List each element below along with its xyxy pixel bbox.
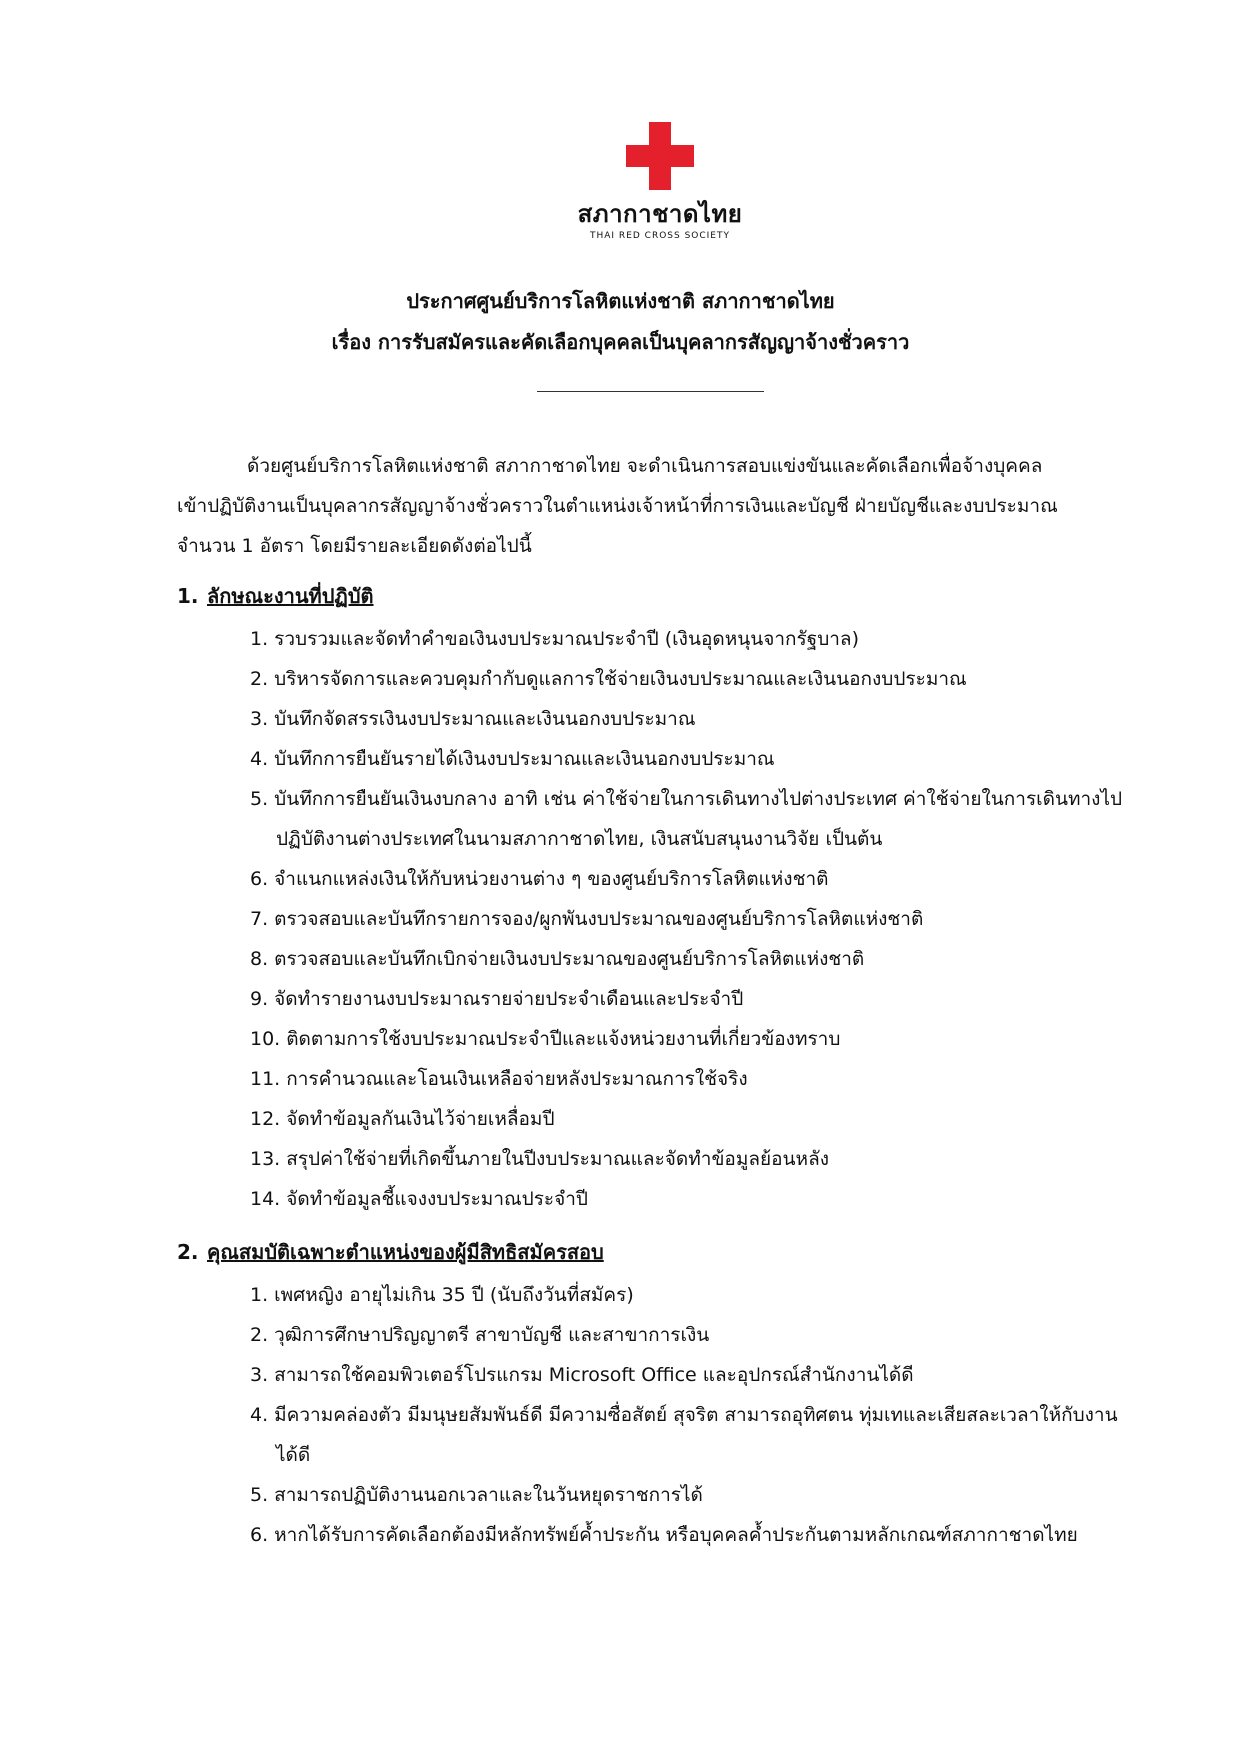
list-item: 11. การคำนวณและโอนเงินเหลือจ่ายหลังประมาณการใช้จริง — [250, 1068, 748, 1090]
intro-line-1: ด้วยศูนย์บริการโลหิตแห่งชาติ สภากาชาดไทย จะดำเนินการสอบแข่งขันและคัดเลือกเพื่อจ้างบุคคล — [247, 455, 1043, 477]
section-2-heading — [177, 1239, 604, 1265]
logo-name-thai: สภากาชาดไทย — [577, 200, 743, 228]
list-item: 8. ตรวจสอบและบันทึกเบิกจ่ายเงินงบประมาณของศูนย์บริการโลหิตแห่งชาติ — [250, 948, 865, 970]
list-item: 3. บันทึกจัดสรรเงินงบประมาณและเงินนอกงบประมาณ — [250, 708, 696, 730]
list-item: 3. สามารถใช้คอมพิวเตอร์โปรแกรม Microsoft Office และอุปกรณ์สำนักงานได้ดี — [250, 1364, 914, 1386]
thai-red-cross-logo — [560, 122, 760, 242]
list-item: 12. จัดทำข้อมูลกันเงินไว้จ่ายเหลื่อมปี — [250, 1108, 555, 1130]
list-item: 6. หากได้รับการคัดเลือกต้องมีหลักทรัพย์ค้ำประกัน หรือบุคคลค้ำประกันตามหลักเกณฑ์สภากาชาดไทย — [250, 1524, 1078, 1546]
list-item: 2. บริหารจัดการและควบคุมกำกับดูแลการใช้จ่ายเงินงบประมาณและเงินนอกงบประมาณ — [250, 668, 967, 690]
announcement-title: ประกาศศูนย์บริการโลหิตแห่งชาติ สภากาชาดไทย — [406, 289, 835, 313]
logo-name-english: THAI RED CROSS SOCIETY — [590, 231, 730, 241]
announcement-subject: เรื่อง การรับสมัครและคัดเลือกบุคคลเป็นบุคลากรสัญญาจ้างชั่วคราว — [331, 330, 910, 354]
section-1-list — [250, 619, 1130, 1219]
list-item: 10. ติดตามการใช้งบประมาณประจำปีและแจ้งหน่วยงานที่เกี่ยวข้องทราบ — [250, 1028, 841, 1050]
section-1-title: ลักษณะงานที่ปฏิบัติ — [207, 584, 374, 608]
list-item: 13. สรุปค่าใช้จ่ายที่เกิดขึ้นภายในปีงบประมาณและจัดทำข้อมูลย้อนหลัง — [250, 1148, 829, 1170]
title-divider — [537, 391, 764, 392]
intro-line-2: เข้าปฏิบัติงานเป็นบุคลากรสัญญาจ้างชั่วคราวในตำแหน่งเจ้าหน้าที่การเงินและบัญชี ฝ่ายบัญชีและงบประมาณ — [177, 495, 1058, 517]
list-item: 1. รวบรวมและจัดทำคำขอเงินงบประมาณประจำปี (เงินอุดหนุนจากรัฐบาล) — [250, 628, 859, 650]
red-cross-icon — [626, 122, 694, 190]
section-1-heading — [177, 583, 374, 609]
list-item: 4. บันทึกการยืนยันรายได้เงินงบประมาณและเงินนอกงบประมาณ — [250, 748, 775, 770]
section-1-number: 1. — [177, 584, 199, 608]
list-item: 9. จัดทำรายงานงบประมาณรายจ่ายประจำเดือนและประจำปี — [250, 988, 744, 1010]
section-2-number: 2. — [177, 1240, 199, 1264]
list-item: 1. เพศหญิง อายุไม่เกิน 35 ปี (นับถึงวันที่สมัคร) — [250, 1284, 634, 1306]
intro-paragraph — [177, 446, 1125, 566]
section-2-title: คุณสมบัติเฉพาะตำแหน่งของผู้มีสิทธิสมัครสอบ — [207, 1240, 604, 1264]
intro-line-3: จำนวน 1 อัตรา โดยมีรายละเอียดดังต่อไปนี้ — [177, 535, 532, 557]
list-item: 2. วุฒิการศึกษาปริญญาตรี สาขาบัญชี และสาขาการเงิน — [250, 1324, 710, 1346]
list-item: 14. จัดทำข้อมูลชี้แจงงบประมาณประจำปี — [250, 1188, 588, 1210]
list-item: 6. จำแนกแหล่งเงินให้กับหน่วยงานต่าง ๆ ของศูนย์บริการโลหิตแห่งชาติ — [250, 868, 829, 890]
list-item: 5. บันทึกการยืนยันเงินงบกลาง อาทิ เช่น ค่าใช้จ่ายในการเดินทางไปต่างประเทศ ค่าใช้จ่ายในการเดินทางไปปฏิบัติงานต่างประเทศในนามสภากาชาดไทย, เงินสนับสนุนงานวิจัย เป็นต้น — [250, 788, 1123, 850]
list-item: 4. มีความคล่องตัว มีมนุษยสัมพันธ์ดี มีความซื่อสัตย์ สุจริต สามารถอุทิศตน ทุ่มเทและเสียสละเวลาให้กับงานได้ดี — [250, 1404, 1118, 1466]
list-item: 7. ตรวจสอบและบันทึกรายการจอง/ผูกพันงบประมาณของศูนย์บริการโลหิตแห่งชาติ — [250, 908, 924, 930]
list-item: 5. สามารถปฏิบัติงานนอกเวลาและในวันหยุดราชการได้ — [250, 1484, 703, 1506]
section-2-list — [250, 1275, 1130, 1555]
